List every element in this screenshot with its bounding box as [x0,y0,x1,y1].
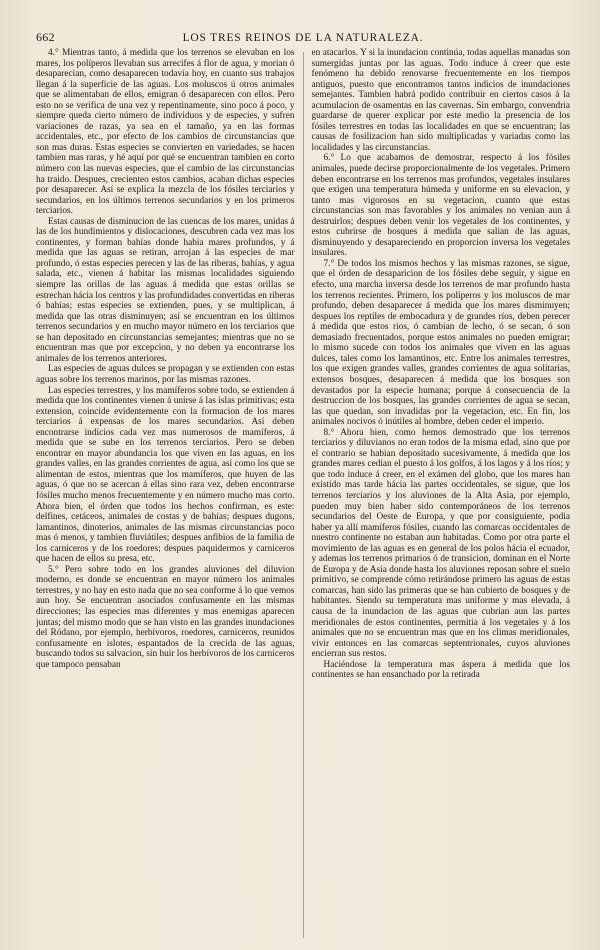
paragraph: Haciéndose la temperatura mas áspera á medida que los continentes se han ensanchado por la retirada [311,659,570,681]
paragraph: Estas causas de disminucion de las cuencas de los mares, unidas á las de los hundimientos y dislocaciones, descubren cada vez mas los continentes, y forman bahías donde habia mares profundos, y á medida que las aguas se retiran, arrojan á las especies de mar profundo, ó estas especies perecen y las de las riberas, bahías, y agua salada, etc., vienen á habitar las mismas localidades siguiendo siempre las orillas de las aguas á medida que estas orillas se estrechan hácia los centros y las profundidades convertidas en riberas ó bahías; estas especies se extienden, pues, y se multiplican, á medida que las otras disminuyen; así se encuentran en los últimos terrenos secundarios y en mucho mayor número en los terciarios que se han depositado en circunstancias semejantes; mientras que no se encuentran mas que por excepcion, y no deben ya encontrarse los animales de los terrenos anteriores. [36,216,295,364]
paragraph: 7.° De todos los mismos hechos y las mismas razones, se sigue, que el órden de desaparicion de los fósiles debe seguir, y sigue en efecto, una marcha inversa desde los terrenos de mar profundo hasta los terrenos recientes. Primero, los políperos y los moluscos de mar profundo, deben desaparecer á medida que los mares disminuyen; despues los reptiles de embocadura y de grandes ríos, deben perecer á medida que estos ríos, ó cambian de lecho, ó se secan, ó son demasiado frecuentados, porque estos animales no pueden emigrar; lo mismo sucede con todos los animales que viven en las aguas dulces, tales como los lamantinos, etc. Entre los animales terrestres, los que exigen grandes valles, grandes corrientes de agua solitarias, extensos bosques, desaparecen á medida que los bosques son devastados por la especie humana; porque á consecuencia de la destruccion de los bosques, las grandes corrientes de agua se secan, las que quedan, son invadidas por la vegetacion, etc. En fin, los animales nocivos ó inútiles al hombre, deben ceder el imperio. [311,258,570,428]
paragraph: Las especies terrestres, y los mamíferos sobre todo, se extienden á medida que los continentes vienen á unirse á las islas primitivas; esta extension, coincide evidentemente con la formacion de los mares terciarios á expensas de los mares secundarios. Así deben encontrarse indicios cada vez mas numerosos de mamíferos, á medida que se sube en los terrenos terciarios. Pero se deben encontrar en mayor abundancia los que viven en las aguas, en los grandes valles, en las grandes corrientes de agua, así como los que se alimentan de estos, mientras que los mamíferos, que huyen de las aguas, ó que no se acercan á ellas sino rara vez, deben encontrarse fósiles mucho menos frecuentemente y en número mucho mas corto. Ahora bien, el órden que todos los hechos confirman, es este: delfines, cetáceos, animales de costas y de bahías; despues dugons, lamantinos, dinoterios, animales de las mismas circunstancias poco mas ó menos, y tambien fluviátiles; despues anfibios de la familia de los carniceros y de los roedores; despues paquidermos y carniceros que hacen de ellos su presa, etc. [36,385,295,565]
paragraph: Las especies de aguas dulces se propagan y se extienden con estas aguas sobre los terrenos marinos, por las mismas razones. [36,364,295,385]
right-column [312,48,571,938]
paragraph: 5.° Pero sobre todo en los grandes aluviones del diluvion moderno, es donde se encuentran en mayor número los animales terrestres, y no hay en esto nada que no sea conforme á lo que vemos aun hoy. Se encuentran asociados confusamente en las mismas direcciones; las especies mas diferentes y mas enemigas aparecen juntas; del mismo modo que se han visto en las grandes inundaciones del Ródano, por ejemplo, herbívoros, roedores, carniceros, reunidos confusamente en islotes, espantados de la crecida de las aguas, buscando todos su salvacion, sin huir los herbívoros de los carniceros que tampoco pensaban [36,564,295,670]
paragraph: 4.° Mientras tanto, á medida que los terrenos se elevaban en los mares, los políperos llevaban sus arrecifes á flor de agua, y morian ó desaparecian, como desaparecen todavía hoy, en cuanto sus trabajos llegan á la superficie de las aguas. Los moluscos ú otros animales que se alimentaban de ellos, emigran ó desaparecen con ellos. Pero esto no se verifica de una vez y repentinamente, sino poco á poco, y siempre queda cierto número de individuos y de especies, y sufren variaciones de razas, ya sea en el tamaño, ya en las formas accidentales, etc., por efecto de los cambios de circunstancias que son mas duras. Estas especies se convierten en variedades, se hacen tambien mas raras, y hé aquí por qué se encuentran tambien en corto número con las nuevas especies, que el cambio de las circunstancias ha traido. Despues, crecienteo estos cambios, acaban dichas especies por desaparecer. Así se explica la mezcla de los fósiles terciarios y secundarios, en los últimos terrenos secundarios y en los primeros terciarios. [36,48,295,217]
column-rule [303,52,304,938]
paragraph: 6.° Lo que acabamos de demostrar, respecto á los fósiles animales, puede decirse proporcionalmente de los vegetales. Primero deben encontrarse en los terrenos mas profundos, vegetales insulares que exigen una temperatura húmeda y uniforme en su elevacion, y tanto mas vigorosos en su vegetacion, cuanto que estas circunstancias son mas favorables y los animales no venian aun á destruirlos; despues deben venir los vegetales de los continentes, y estos cubrirse de bosques á medida que salian de las aguas, disminuyendo y desapareciendo en proporcion inversa los vegetales insulares. [311,153,570,259]
running-title: LOS TRES REINOS DE LA NATURALEZA. [182,32,424,44]
text-columns [36,48,570,938]
left-column [36,48,295,938]
page-header [36,30,570,46]
page-number: 662 [36,30,55,44]
paragraph-continued: en atacarlos. Y si la inundacion continúa, todas aquellas manadas son sumergidas juntas por las aguas. Todo induce á creer que este fenómeno ha debido renovarse frecuentemente en los tiempos antiguos, puesto que encontramos tantos indicios de inundaciones semejantes. Tambien habrá podido contribuir en ciertos casos á la acumulacion de osamentas en las cavernas. Sin embargo, convendria guardarse de querer explicar por este medio la presencia de los fósiles terrestres en todas las localidades en que se encuentran; las causas de fosilizacion han sido multiplicadas y variadas como las localidades y las circunstancias. [311,48,570,153]
paragraph: 8.° Ahora bien, como hemos demostrado que los terrenos terciarios y diluvianos no eran todos de la misma edad, sino que por el contrario se habian depositado sucesivamente, á medida que los grandes mares cedian el puesto á los golfos, á los lagos y á los ríos; y que todo induce á creer, en el exámen del globo, que los mares han existido mas tarde hácia las partes occidentales, se sigue, que los terrenos terciarios y los aluviones de la Alta Asia, por ejemplo, pueden muy bien haber sido contemporáneos de los terrenos secundarios del Oeste de Europa, y que por consiguiente, podia haber ya allí mamíferos fósiles, cuando las comarcas occidentales de nuestro continente no estaban aun habitadas. Como por otra parte el movimiento de las aguas es en general de los polos hácia el ecuador, y ademas los terrenos primarios ó de transicion, dominan en el Norte de Europa y de Asia donde hasta los aluviones reposan sobre el suelo primitivo, se comprende cómo retirándose primero las aguas de estas comarcas, han sido las primeras que se han cubierto de bosques y de habitantes. Siendo su temperatura mas uniforme y mas elevada, á causa de la inundacion de las aguas que cubrian aun las partes meridionales de estos continentes, permitia á los vegetales y á los animales que no se encuentran mas que en los climas meridionales, vivir entonces en las comarcas septentrionales, cuyos aluviones encierran sus restos. [311,427,570,660]
